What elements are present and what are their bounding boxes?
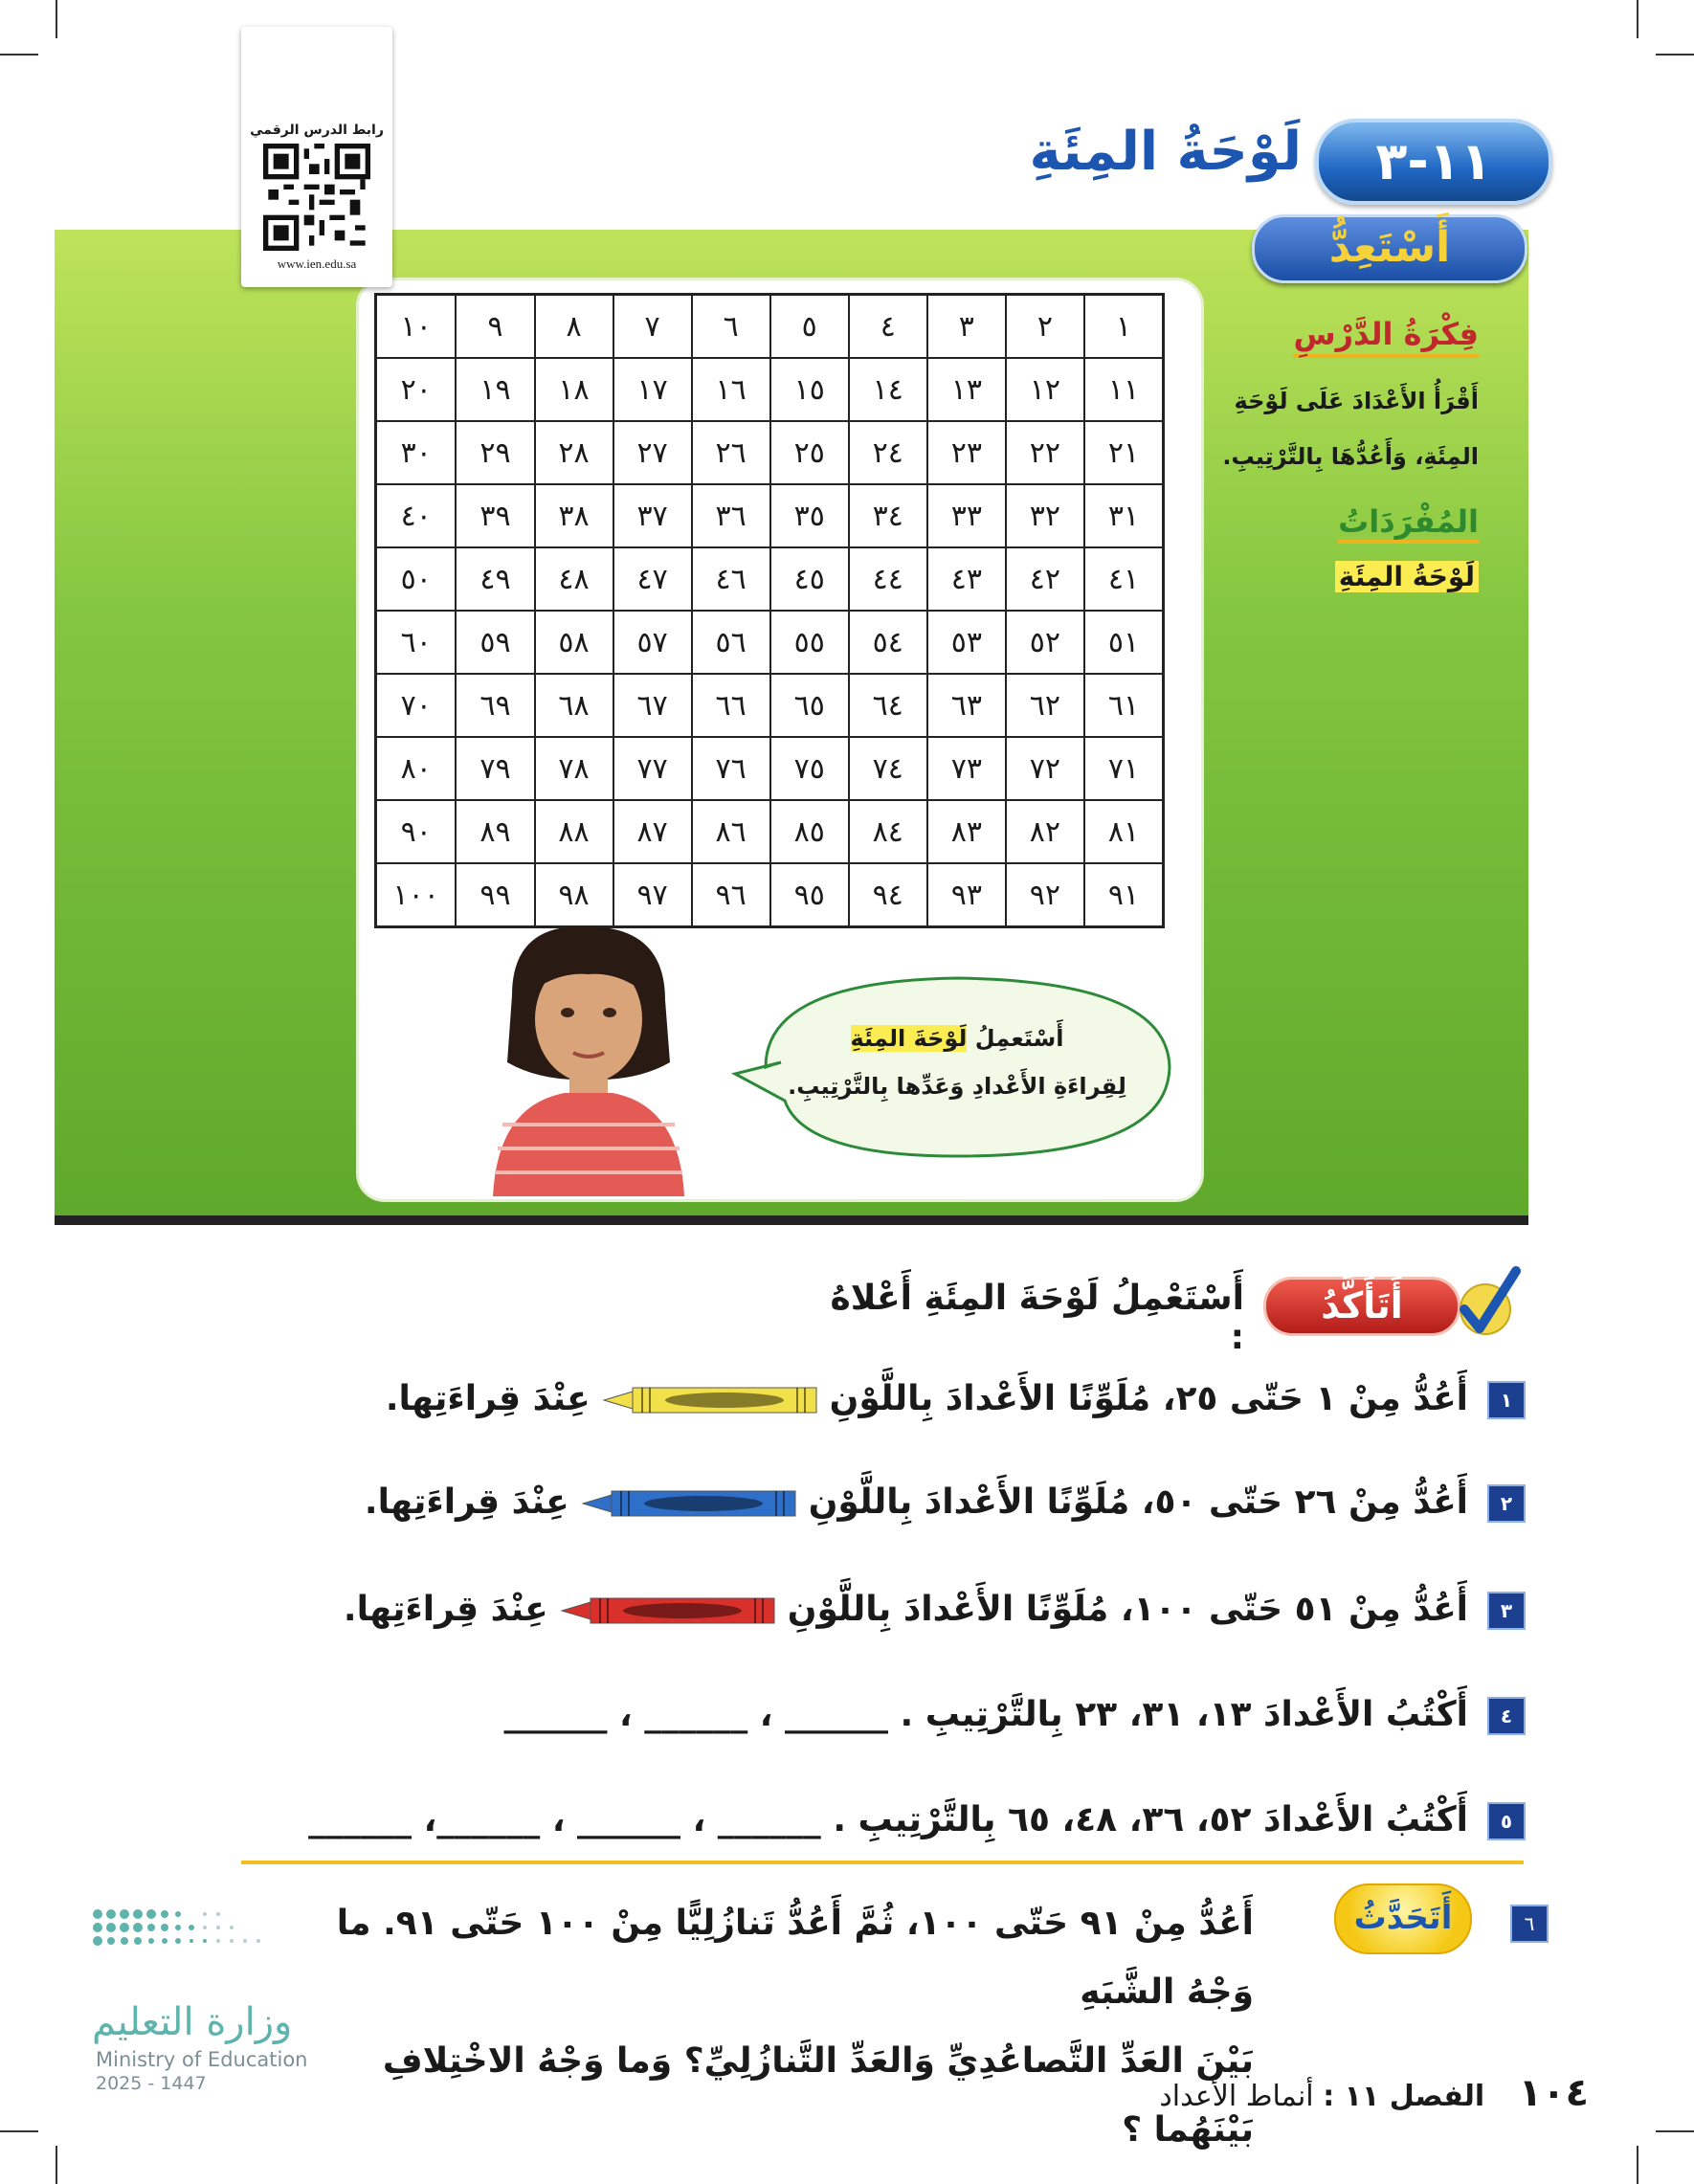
chart-cell: ٦١ [1084, 674, 1164, 737]
crayon-icon [558, 1594, 778, 1627]
chart-cell: ٧٩ [456, 737, 534, 800]
exercise-text-end: عِنْدَ قِراءَتِها. [343, 1590, 548, 1629]
talk-line1: أَعُدُّ مِنْ ٩١ حَتّى ١٠٠، ثُمَّ أَعُدُّ تَنازُلِيًّا مِنْ ١٠٠ حَتّى ٩١. ما وَجْهُ الشَّبَهِ [336, 1904, 1254, 2012]
lesson-number-badge: ١١-٣ [1315, 119, 1552, 205]
chart-cell: ٤٢ [1006, 547, 1084, 611]
chart-cell: ٨٢ [1006, 800, 1084, 863]
chart-cell: ٣٠ [376, 421, 457, 484]
crayon-icon [600, 1384, 820, 1416]
exercise-item [186, 1474, 1526, 1531]
chart-cell: ٨٧ [613, 800, 692, 863]
qr-card[interactable] [241, 27, 392, 287]
page-number: ١٠٤ [1518, 2071, 1589, 2115]
crayon-icon [579, 1487, 799, 1520]
chart-cell: ٧١ [1084, 737, 1164, 800]
chart-cell: ٢٩ [456, 421, 534, 484]
qr-url[interactable]: www.ien.edu.sa [277, 256, 357, 271]
chart-row [376, 295, 1164, 359]
chart-cell: ٣٢ [1006, 484, 1084, 547]
chart-cell: ٨٦ [692, 800, 770, 863]
chart-cell: ٦٨ [535, 674, 613, 737]
chart-cell: ٣٩ [456, 484, 534, 547]
chart-cell: ٥١ [1084, 611, 1164, 674]
chart-cell: ٦ [692, 295, 770, 359]
chart-cell: ٦٩ [456, 674, 534, 737]
chart-cell: ٤٠ [376, 484, 457, 547]
talk-question [278, 1889, 1254, 2165]
exercise-text-end: عِنْدَ قِراءَتِها. [364, 1482, 569, 1522]
chart-cell: ١٥ [770, 358, 849, 421]
chapter-title: أنماط الأعداد [1159, 2080, 1314, 2113]
talk-line2: بَيْنَ العَدِّ التَّصاعُدِيِّ وَالعَدِّ التَّنازُلِيِّ؟ وَما وَجْهُ الاخْتِلافِ بَيْنَهُما ؟ [382, 2041, 1254, 2150]
chart-cell: ٤٦ [692, 547, 770, 611]
section-divider [241, 1861, 1524, 1864]
crop-mark [56, 2146, 57, 2184]
lesson-sidebar [1201, 316, 1479, 592]
chart-cell: ٥٠ [376, 547, 457, 611]
chart-cell: ٦٧ [613, 674, 692, 737]
chart-cell: ٣٦ [692, 484, 770, 547]
chart-cell: ١٦ [692, 358, 770, 421]
chart-cell: ١٣ [927, 358, 1006, 421]
chart-cell: ٩٦ [692, 863, 770, 927]
chart-cell: ٢٤ [849, 421, 927, 484]
chart-cell: ٢٢ [1006, 421, 1084, 484]
chart-row [376, 358, 1164, 421]
ministry-name-arabic: وزارة التعليم [92, 2000, 293, 2044]
crop-mark [1637, 0, 1638, 38]
chart-cell: ٦٥ [770, 674, 849, 737]
chart-cell: ٩٨ [535, 863, 613, 927]
bubble-line1: أَسْتَعمِلُ [967, 1025, 1064, 1052]
check-section-badge [1263, 1265, 1522, 1342]
bubble-highlight: لَوْحَةَ المِئَةِ [850, 1025, 968, 1052]
exercise-text-end: عِنْدَ قِراءَتِها. [385, 1379, 591, 1418]
lesson-title: لَوْحَةُ المِئَةِ [1029, 121, 1302, 183]
chart-cell: ٨١ [1084, 800, 1164, 863]
chart-cell: ٨٤ [849, 800, 927, 863]
chart-cell: ٩٤ [849, 863, 927, 927]
chart-cell: ٦٠ [376, 611, 457, 674]
exercise-number: ٦ [1491, 1905, 1549, 1943]
chart-cell: ٩ [456, 295, 534, 359]
girl-photo [474, 919, 703, 1196]
crop-mark [1656, 54, 1694, 56]
qr-code-icon[interactable] [263, 144, 370, 251]
chart-cell: ٧٧ [613, 737, 692, 800]
chart-cell: ٥٨ [535, 611, 613, 674]
exercise-item [186, 1792, 1526, 1849]
chart-cell: ٥٥ [770, 611, 849, 674]
exercise-item [186, 1371, 1526, 1428]
chart-row [376, 737, 1164, 800]
chart-cell: ١٠ [376, 295, 457, 359]
page-footer [1129, 2071, 1589, 2115]
exercise-number: ١ [1487, 1381, 1526, 1419]
chart-row [376, 547, 1164, 611]
chart-cell: ٢٠ [376, 358, 457, 421]
chart-cell: ٦٣ [927, 674, 1006, 737]
ministry-name-english: Ministry of Education [96, 2048, 308, 2071]
speech-bubble-text [756, 1014, 1158, 1110]
chart-cell: ١٢ [1006, 358, 1084, 421]
chart-cell: ٩٩ [456, 863, 534, 927]
chart-cell: ٤٤ [849, 547, 927, 611]
chart-row [376, 674, 1164, 737]
chart-cell: ٣٧ [613, 484, 692, 547]
chart-cell: ٤٩ [456, 547, 534, 611]
crop-mark [0, 54, 38, 56]
chart-cell: ٢١ [1084, 421, 1164, 484]
exercise-item [186, 1581, 1526, 1638]
chart-cell: ٢٨ [535, 421, 613, 484]
chart-cell: ١٧ [613, 358, 692, 421]
check-instruction: أَسْتَعْمِلُ لَوْحَةَ المِئَةِ أَعْلاهُ : [830, 1279, 1244, 1357]
chart-cell: ٧٦ [692, 737, 770, 800]
chart-cell: ٤٥ [770, 547, 849, 611]
chart-cell: ٣٨ [535, 484, 613, 547]
exercise-number: ٢ [1487, 1484, 1526, 1523]
chart-row [376, 611, 1164, 674]
vocabulary-heading: المُفْرَدَاتُ [1338, 503, 1479, 544]
chart-cell: ٩٠ [376, 800, 457, 863]
chart-cell: ٩٧ [613, 863, 692, 927]
chart-cell: ٦٤ [849, 674, 927, 737]
exercise-number: ٥ [1487, 1802, 1526, 1840]
chart-cell: ٦٢ [1006, 674, 1084, 737]
chart-cell: ٥٧ [613, 611, 692, 674]
chart-cell: ٧٥ [770, 737, 849, 800]
chart-cell: ٢٣ [927, 421, 1006, 484]
chart-cell: ٤ [849, 295, 927, 359]
chart-cell: ٣ [927, 295, 1006, 359]
chart-cell: ٩٣ [927, 863, 1006, 927]
hundred-chart [374, 293, 1165, 928]
exercise-number: ٣ [1487, 1592, 1526, 1630]
talk-badge: أَتَحَدَّثُ [1334, 1883, 1472, 1954]
vocabulary-word: لَوْحَةُ المِئَةِ [1335, 561, 1479, 592]
chart-cell: ٣٥ [770, 484, 849, 547]
lesson-idea-text: أَقْرَأُ الأَعْدَادَ عَلَى لَوْحَةِ المِئَةِ، وَأَعُدُّهَا بِالتَّرْتِيبِ. [1222, 388, 1479, 470]
chart-cell: ٧٢ [1006, 737, 1084, 800]
chart-cell: ٧ [613, 295, 692, 359]
chart-cell: ٤٣ [927, 547, 1006, 611]
chart-cell: ٣٤ [849, 484, 927, 547]
chart-cell: ٤٧ [613, 547, 692, 611]
chart-cell: ٨٥ [770, 800, 849, 863]
chart-cell: ٣٣ [927, 484, 1006, 547]
chart-cell: ٢٦ [692, 421, 770, 484]
chart-cell: ١ [1084, 295, 1164, 359]
chart-cell: ٨٨ [535, 800, 613, 863]
bubble-line2: لِقِراءَةِ الأَعْدادِ وَعَدِّها بِالتَّرْتِيبِ. [788, 1073, 1126, 1100]
chart-cell: ٦٦ [692, 674, 770, 737]
chart-row [376, 484, 1164, 547]
chart-cell: ٨٠ [376, 737, 457, 800]
chart-cell: ٨ [535, 295, 613, 359]
chart-cell: ٥٩ [456, 611, 534, 674]
chart-cell: ٥٦ [692, 611, 770, 674]
crop-mark [1656, 2130, 1694, 2132]
chart-cell: ٥٣ [927, 611, 1006, 674]
chart-cell: ٥٤ [849, 611, 927, 674]
exercise-text: أَكْتُبُ الأَعْدادَ ٥٢، ٣٦، ٤٨، ٦٥ بِالتَّرْتِيبِ . ______ ، ______ ، ______، ______ [308, 1800, 1468, 1839]
chart-cell: ١١ [1084, 358, 1164, 421]
ready-badge: أَسْتَعِدُّ [1252, 214, 1527, 283]
chart-cell: ١٠٠ [376, 863, 457, 927]
exercise-text: أَعُدُّ مِنْ ٢٦ حَتّى ٥٠، مُلَوِّنًا الأَعْدادَ بِاللَّوْنِ [808, 1482, 1468, 1522]
chart-cell: ١٨ [535, 358, 613, 421]
chart-cell: ٢ [1006, 295, 1084, 359]
chart-cell: ٧٣ [927, 737, 1006, 800]
chart-cell: ٢٥ [770, 421, 849, 484]
chart-cell: ٩٥ [770, 863, 849, 927]
chart-cell: ٨٣ [927, 800, 1006, 863]
chart-row [376, 863, 1164, 927]
chart-row [376, 800, 1164, 863]
chart-cell: ٩١ [1084, 863, 1164, 927]
chart-cell: ٧٨ [535, 737, 613, 800]
chart-row [376, 421, 1164, 484]
chart-cell: ٥٢ [1006, 611, 1084, 674]
check-badge-label: أَتَأَكَّدُ [1263, 1277, 1460, 1336]
lesson-idea-heading: فِكْرَةُ الدَّرْسِ [1293, 316, 1479, 358]
exercise-number: ٤ [1487, 1697, 1526, 1735]
chart-cell: ٤٨ [535, 547, 613, 611]
exercise-text: أَعُدُّ مِنْ ٥١ حَتّى ١٠٠، مُلَوِّنًا الأَعْدادَ بِاللَّوْنِ [787, 1590, 1468, 1629]
qr-title: رابط الدرس الرقمي [250, 123, 384, 138]
chapter-label: الفصل ١١ : [1323, 2080, 1485, 2113]
crop-mark [0, 2130, 38, 2132]
chart-cell: ٧٤ [849, 737, 927, 800]
crop-mark [1637, 2146, 1638, 2184]
checkmark-icon [1453, 1265, 1522, 1342]
exercise-text: أَعُدُّ مِنْ ١ حَتّى ٢٥، مُلَوِّنًا الأَعْدادَ بِاللَّوْنِ [829, 1379, 1468, 1418]
chart-cell: ٩٢ [1006, 863, 1084, 927]
exercise-text: أَكْتُبُ الأَعْدادَ ١٣، ٣١، ٢٣ بِالتَّرْتِيبِ . ______ ، ______ ، ______ [503, 1695, 1468, 1734]
chart-cell: ٧٠ [376, 674, 457, 737]
ministry-year: 2025 - 1447 [96, 2073, 207, 2094]
crop-mark [56, 0, 57, 38]
chart-cell: ٥ [770, 295, 849, 359]
chart-cell: ٣١ [1084, 484, 1164, 547]
chart-cell: ١٩ [456, 358, 534, 421]
chart-cell: ٤١ [1084, 547, 1164, 611]
chart-cell: ٨٩ [456, 800, 534, 863]
chart-cell: ٢٧ [613, 421, 692, 484]
exercise-item [186, 1686, 1526, 1744]
chart-cell: ١٤ [849, 358, 927, 421]
